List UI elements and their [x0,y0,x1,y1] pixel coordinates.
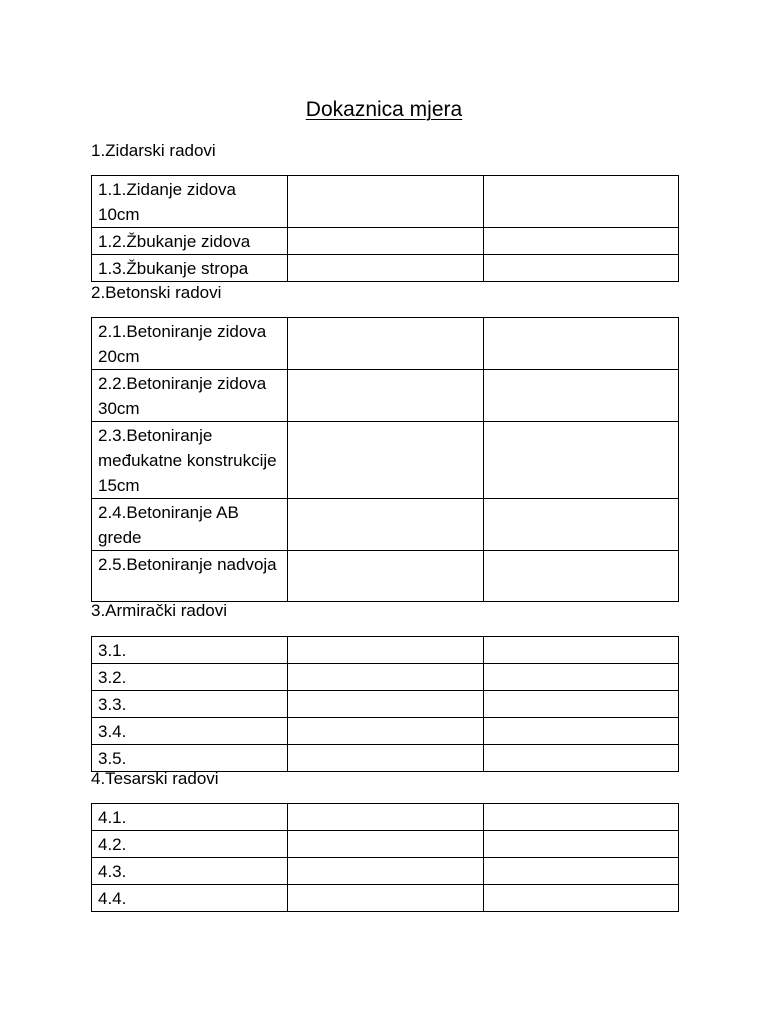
empty-cell [484,637,679,664]
table-row [92,228,679,255]
empty-cell [484,228,679,255]
section-heading-tesarski: 4.Tesarski radovi [91,769,219,788]
item-label-cell: 1.3.Žbukanje stropa [92,255,288,282]
table-row [92,176,679,228]
empty-cell [484,745,679,772]
item-label-cell: 2.5.Betoniranje nadvoja [92,551,288,602]
document-title-text: Dokaznica mjera [305,98,463,121]
empty-cell [484,370,679,422]
table-row [92,422,679,499]
table-row [92,255,679,282]
empty-cell [484,718,679,745]
item-label-cell: 4.3. [92,858,288,885]
empty-cell [288,885,484,912]
empty-cell [484,858,679,885]
empty-cell [288,831,484,858]
item-label-cell: 1.2.Žbukanje zidova [92,228,288,255]
empty-cell [288,637,484,664]
empty-cell [288,691,484,718]
document-title [0,96,768,124]
measure-table-zidarski [91,175,679,282]
empty-cell [288,551,484,602]
table-row [92,831,679,858]
empty-cell [484,885,679,912]
empty-cell [288,255,484,282]
table-row [92,318,679,370]
empty-cell [484,664,679,691]
table-row [92,691,679,718]
table-row [92,499,679,551]
empty-cell [288,422,484,499]
item-label-cell: 2.4.Betoniranje AB grede [92,499,288,551]
item-label-cell: 4.1. [92,804,288,831]
empty-cell [484,318,679,370]
table-row [92,858,679,885]
section-heading-zidarski: 1.Zidarski radovi [91,141,216,160]
empty-cell [484,691,679,718]
empty-cell [288,745,484,772]
item-label-cell: 1.1.Zidanje zidova 10cm [92,176,288,228]
item-label-cell: 2.2.Betoniranje zidova 30cm [92,370,288,422]
empty-cell [484,831,679,858]
section-heading-betonski: 2.Betonski radovi [91,283,222,302]
empty-cell [288,804,484,831]
measure-table-armiracki [91,636,679,772]
empty-cell [288,858,484,885]
empty-cell [484,551,679,602]
item-label-cell: 3.5. [92,745,288,772]
empty-cell [288,370,484,422]
item-label-cell: 2.1.Betoniranje zidova 20cm [92,318,288,370]
empty-cell [484,176,679,228]
empty-cell [484,255,679,282]
section-heading-armiracki: 3.Armirački radovi [91,601,228,620]
table-row [92,718,679,745]
table-row [92,664,679,691]
table-row [92,804,679,831]
empty-cell [288,664,484,691]
item-label-cell: 3.3. [92,691,288,718]
table-row [92,370,679,422]
empty-cell [288,499,484,551]
measure-table-tesarski [91,803,679,912]
measure-table-betonski [91,317,679,602]
empty-cell [484,422,679,499]
table-row [92,885,679,912]
table-row [92,637,679,664]
empty-cell [288,176,484,228]
empty-cell [484,804,679,831]
item-label-cell: 4.4. [92,885,288,912]
empty-cell [288,718,484,745]
item-label-cell: 3.2. [92,664,288,691]
table-row [92,551,679,602]
item-label-cell: 4.2. [92,831,288,858]
empty-cell [288,318,484,370]
item-label-cell: 2.3.Betoniranje međukatne konstrukcije 15cm [92,422,288,499]
item-label-cell: 3.1. [92,637,288,664]
empty-cell [484,499,679,551]
item-label-cell: 3.4. [92,718,288,745]
empty-cell [288,228,484,255]
